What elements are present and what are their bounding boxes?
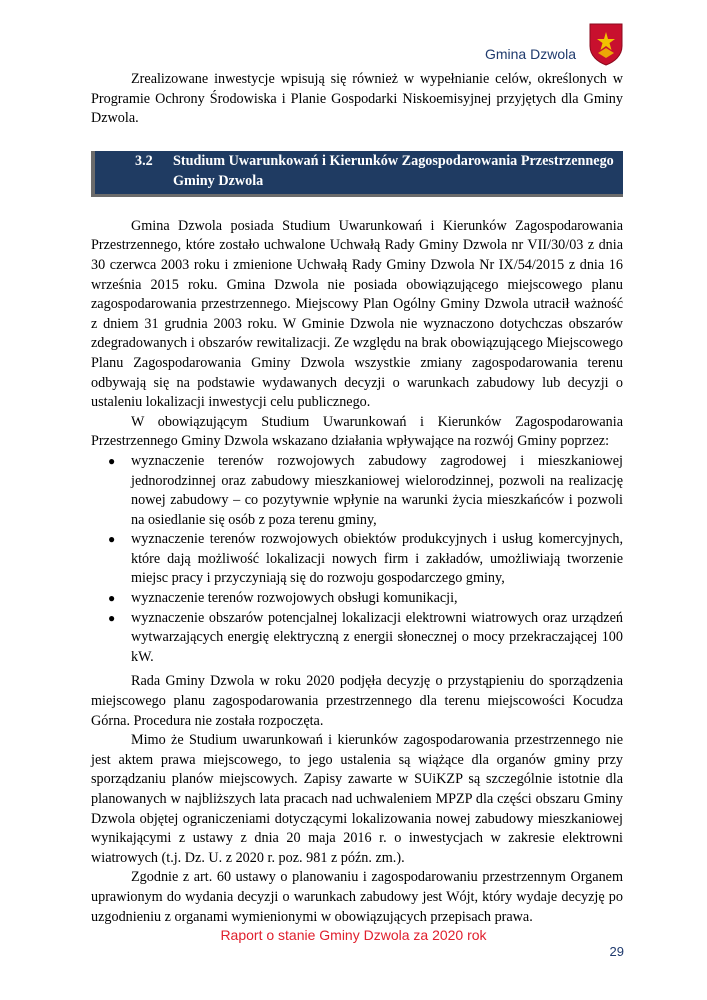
footer-title: Raport o stanie Gminy Dzwola za 2020 rok xyxy=(220,927,487,943)
bullet-icon: ● xyxy=(108,610,116,625)
coat-of-arms-icon xyxy=(588,22,624,66)
bullet-icon: ● xyxy=(108,453,116,468)
section-heading xyxy=(91,151,623,197)
paragraph: Mimo że Studium uwarunkowań i kierunków zagospodarowania przestrzennego nie jest aktem prawa miejscowego, to jego ustalenia są wiążące dla organów gminy przy sporządzaniu planów miejscowych. Zapisy zawarte w SUiKZP są szczególnie istotnie dla planowanych w najbliższych lata pracach nad uchwaleniem MPZP dla części obszaru Gminy Dzwola objętej ograniczeniami dotyczącymi lokalizowania nowej zabudowy mieszkaniowej wynikającymi z ustawy z dnia 20 maja 2016 r. o inwestycjach w zakresie elektrowni wiatrowych (t.j. Dz. U. z 2020 r. poz. 981 z późn. zm.). xyxy=(91,732,623,866)
page-number: 29 xyxy=(609,944,624,959)
list-item xyxy=(91,589,623,609)
paragraph: Zgodnie z art. 60 ustawy o planowaniu i zagospodarowaniu przestrzennym Organem uprawionym do wydania decyzji o warunkach zabudowy jest Wójt, który wydaje decyzję po uzgodnieniu z organami wymienionymi w obowiązujących przepisach prawa. xyxy=(91,869,623,925)
bullet-icon: ● xyxy=(108,532,116,547)
section-number: 3.2 xyxy=(135,152,153,169)
list-item xyxy=(91,530,623,589)
paragraph: Rada Gminy Dzwola w roku 2020 podjęła decyzję o przystąpieniu do sporządzenia miejscowego planu zagospodarowania przestrzennego dla terenu miejscowości Kocudza Górna. Procedura nie została rozpoczęta. xyxy=(91,673,623,729)
list-item-text: wyznaczenie terenów rozwojowych obiektów produkcyjnych i usług komercyjnych, które dają możliwość lokalizacji nowych firm i zakładów, umożliwiają tworzenie miejsc pracy i przyczyniają się do rozwoju gospodarczego gminy, xyxy=(131,531,623,587)
header-title: Gmina Dzwola xyxy=(484,46,576,62)
bullet-icon: ● xyxy=(108,591,116,606)
intro-paragraph: Zrealizowane inwestycje wpisują się również w wypełnianie celów, określonych w Programie Ochrony Środowiska i Planie Gospodarki Niskoemisyjnej przyjętych dla Gminy Dzwola. xyxy=(91,71,623,127)
paragraph: W obowiązującym Studium Uwarunkowań i Kierunków Zagospodarowania Przestrzennego Gminy Dzwola wskazano działania wpływające na rozwój Gminy poprzez: xyxy=(91,413,623,450)
list-item-text: wyznaczenie terenów rozwojowych zabudowy zagrodowej i mieszkaniowej jednorodzinnej oraz zabudowy mieszkaniowej wielorodzinnej, pozwoli na realizację nowej zabudowy – co pozytywnie wpłynie na warunki życia mieszkańców i pozwoli na osiedlanie się osób z poza terenu gminy, xyxy=(131,452,623,528)
list-item xyxy=(91,452,623,530)
list-item-text: wyznaczenie terenów rozwojowych obsługi komunikacji, xyxy=(131,590,458,607)
list-item-text: wyznaczenie obszarów potencjalnej lokalizacji elektrowni wiatrowych oraz urządzeń wytwarzających energię elektryczną z energii słonecznej o mocy przekraczającej 100 kW. xyxy=(131,609,623,665)
list-item xyxy=(91,609,623,668)
section-title: Studium Uwarunkowań i Kierunków Zagospodarowania Przestrzennego Gminy Dzwola xyxy=(173,152,614,189)
bullet-list xyxy=(91,452,623,668)
paragraph: Gmina Dzwola posiada Studium Uwarunkowań i Kierunków Zagospodarowania Przestrzennego, które zostało uchwalone Uchwałą Rady Gminy Dzwola nr VII/30/03 z dnia 30 czerwca 2003 roku i zmienione Uchwałą Rady Gminy Dzwola Nr IX/54/2015 z dnia 16 września 2015 roku. Gmina Dzwola nie posiada obowiązującego miejscowego planu zagospodarowania przestrzennego. Miejscowy Plan Ogólny Gminy Dzwola utracił ważność z dniem 31 grudnia 2003 roku. W Gminie Dzwola nie wyznaczono dotychczas obszarów zdegradowanych i obszarów rewitalizacji. Ze względu na brak obowiązującego Miejscowego Planu Zagospodarowania Gminy Dzwola wszystkie zmiany zagospodarowania terenu odbywają się na podstawie wydawanych decyzji o warunkach zabudowy lub decyzji o ustaleniu lokalizacji inwestycji celu publicznego. xyxy=(91,217,623,411)
page-content xyxy=(91,70,623,927)
